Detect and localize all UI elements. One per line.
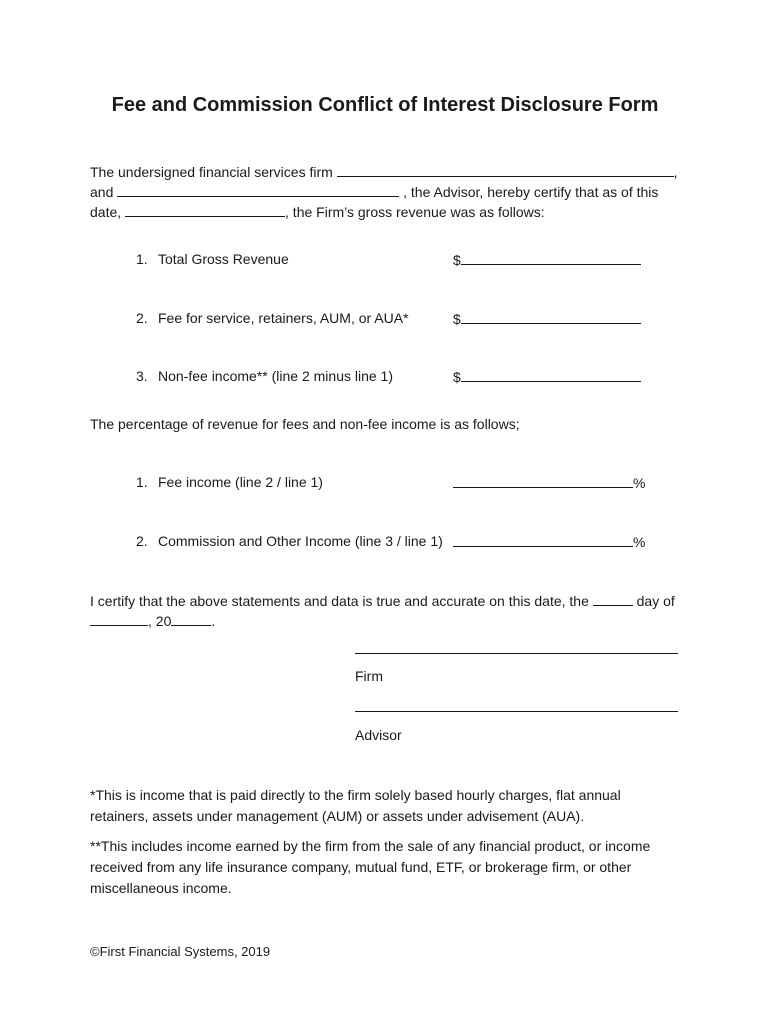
date-blank[interactable] [125,202,285,217]
revenue-item-2 [136,309,409,327]
intro-comma: , [673,164,678,180]
percentage-item-number: 1. [136,474,148,490]
intro-date-label: date, [90,204,122,220]
form-title: Fee and Commission Conflict of Interest Disclosure Form [111,94,659,116]
percentage-amount-1 [453,473,645,492]
certify-period: . [211,613,216,629]
fee-for-service-blank[interactable] [461,309,641,324]
revenue-item-number: 1. [136,251,148,267]
footnote-2: **This includes income earned by the firm from the sale of any financial product, or income received from any life insurance company, mutual fund, ETF, or brokerage firm, or other miscellaneous income. [90,838,651,896]
revenue-amount-1 [453,250,641,269]
revenue-item-label: Fee for service, retainers, AUM, or AUA* [158,310,409,326]
revenue-item-3 [136,367,393,385]
firm-signature-label: Firm [355,668,383,684]
certify-day-of: day of [636,593,675,609]
percentage-item-label: Fee income (line 2 / line 1) [158,474,323,490]
percent-sign: % [633,475,646,491]
total-gross-revenue-blank[interactable] [461,250,641,265]
firm-name-blank[interactable] [337,162,674,177]
intro-revenue-text: , the Firm’s gross revenue was as follows: [285,204,545,220]
certify-line-1 [90,591,675,610]
intro-advisor-text: , the Advisor, hereby certify that as of this [403,184,659,200]
advisor-name-blank[interactable] [117,182,399,197]
revenue-item-number: 2. [136,310,148,326]
intro-line-3 [90,202,545,221]
revenue-item-label: Total Gross Revenue [158,251,289,267]
non-fee-income-blank[interactable] [461,367,641,382]
revenue-item-1 [136,250,289,268]
revenue-item-number: 3. [136,368,148,384]
dollar-sign: $ [453,252,461,268]
certify-year-prefix: , 20 [148,613,172,629]
percentage-item-1 [136,473,323,491]
percent-sign: % [633,534,646,550]
percentage-item-label: Commission and Other Income (line 3 / line 1) [158,533,443,549]
advisor-signature-line[interactable] [355,711,678,712]
intro-and-label: and [90,184,114,200]
dollar-sign: $ [453,369,461,385]
percentage-amount-2 [453,532,645,551]
certify-text: I certify that the above statements and data is true and accurate on this date, the [90,593,589,609]
revenue-item-label: Non-fee income** (line 2 minus line 1) [158,368,393,384]
certify-month-blank[interactable] [90,611,148,626]
percentage-item-number: 2. [136,533,148,549]
dollar-sign: $ [453,311,461,327]
fee-income-percent-blank[interactable] [453,473,633,488]
revenue-amount-2 [453,309,641,328]
revenue-amount-3 [453,367,641,386]
commission-income-percent-blank[interactable] [453,532,633,547]
certify-line-2 [90,611,215,630]
certify-year-blank[interactable] [171,611,211,626]
certify-day-blank[interactable] [593,591,633,606]
intro-line-1 [90,162,678,181]
advisor-signature-label: Advisor [355,727,402,743]
copyright-footer: ©First Financial Systems, 2019 [90,944,271,959]
intro-line-2 [90,182,658,201]
intro-firm-label: The undersigned financial services firm [90,164,333,180]
percentage-item-2 [136,532,443,550]
percentage-intro: The percentage of revenue for fees and non-fee income is as follows; [90,416,520,432]
footnote-1: *This is income that is paid directly to the firm solely based hourly charges, flat annual retainers, assets under management (AUM) or assets under advisement (AUA). [90,787,621,824]
firm-signature-line[interactable] [355,653,678,654]
